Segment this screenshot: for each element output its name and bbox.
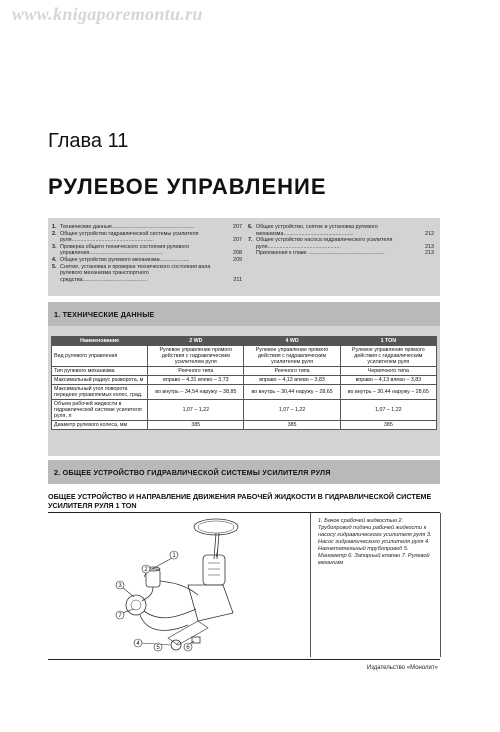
toc-item[interactable] bbox=[52, 224, 242, 231]
divider bbox=[310, 513, 311, 657]
toc-item-text: Общее устройство, снятие и установка рулевого механизма............................................... bbox=[256, 224, 378, 237]
table-cell: 385 bbox=[244, 421, 340, 430]
toc-item[interactable] bbox=[52, 257, 242, 264]
table-cell: Вид рулевого управления bbox=[52, 346, 148, 367]
pump-icon bbox=[126, 595, 146, 615]
spec-table-panel bbox=[48, 326, 440, 456]
table-cell: 385 bbox=[340, 421, 436, 430]
column-header: 1 TON bbox=[340, 337, 436, 346]
table-row bbox=[52, 385, 437, 400]
toc-left-column bbox=[52, 224, 242, 283]
steering-system-illustration bbox=[48, 513, 310, 657]
table-cell: Рулевое управление прямого действия с гидравлическим усилителем руля bbox=[340, 346, 436, 367]
toc-item[interactable] bbox=[248, 224, 434, 237]
toc-item-number: 6. bbox=[248, 224, 253, 230]
table-of-contents bbox=[48, 218, 440, 296]
chapter-title: РУЛЕВОЕ УПРАВЛЕНИЕ bbox=[48, 174, 327, 199]
table-cell: Диаметр рулевого колеса, мм bbox=[52, 421, 148, 430]
table-cell: во внутрь – 30,44 наружу – 28,65 bbox=[340, 385, 436, 400]
section-heading-technical-data bbox=[48, 302, 440, 326]
spec-table bbox=[51, 336, 437, 430]
table-cell: Рулевое управление прямого действия с гидравлическим усилителем руля bbox=[244, 346, 340, 367]
table-cell: Максимальный угол поворота передних управляемых колес, град. bbox=[52, 385, 148, 400]
figure-title: ОБЩЕЕ УСТРОЙСТВО И НАПРАВЛЕНИЕ ДВИЖЕНИЯ РАБОЧЕЙ ЖИДКОСТИ В ГИДРАВЛИЧЕСКОЙ СИСТЕМЕ УСИЛИТЕЛЯ РУЛЯ 1 TON bbox=[48, 492, 432, 510]
section-title: 2. ОБЩЕЕ УСТРОЙСТВО ГИДРАВЛИЧЕСКОЙ СИСТЕМЫ УСИЛИТЕЛЯ РУЛЯ bbox=[54, 468, 331, 477]
toc-item-text: Приложения к главе ................................................... bbox=[256, 250, 385, 257]
table-row bbox=[52, 367, 437, 376]
table-cell: Объем рабочей жидкости в гидравлической системе усилителя руля, л bbox=[52, 400, 148, 421]
table-cell: Реечного типа bbox=[148, 367, 244, 376]
toc-item[interactable] bbox=[248, 250, 434, 257]
figure-caption: 1. Бачок срабочей жидкостью 2. Трубопровод подачи рабочей жидкости к насосу гидравлического усилителя руля 3. Насос гидравлического усилителя руля 4. Нагнетательный трубопровод 5. Манометр 6. Запорный клапан 7. Рулевой механизм bbox=[318, 518, 432, 566]
column-header: 2 WD bbox=[148, 337, 244, 346]
valve-icon bbox=[192, 637, 200, 643]
table-cell: 1,07 – 1,22 bbox=[148, 400, 244, 421]
callout-3: 3 bbox=[118, 583, 122, 589]
column-header: Наименование bbox=[52, 337, 148, 346]
section-heading-power-steering bbox=[48, 460, 440, 484]
table-cell: 1,07 – 1,22 bbox=[340, 400, 436, 421]
toc-item[interactable] bbox=[52, 264, 242, 284]
toc-item-text: Общее устройство насоса гидравлического усилителя руля................................................. bbox=[256, 237, 393, 250]
table-row bbox=[52, 421, 437, 430]
column-header: 4 WD bbox=[244, 337, 340, 346]
table-cell: 385 bbox=[148, 421, 244, 430]
toc-item-text: Снятие, установка и проверка технического состояния вала рулевого механизма транспортного средства........................................... bbox=[60, 263, 211, 283]
toc-item-page: 207 bbox=[233, 224, 242, 230]
table-row bbox=[52, 346, 437, 367]
table-cell: Реечного типа bbox=[244, 367, 340, 376]
toc-item-text: Технические данные....................................................... bbox=[60, 224, 195, 230]
table-cell: вправо – 4,13 влево – 3,83 bbox=[340, 376, 436, 385]
toc-item-number: 7. bbox=[248, 237, 253, 244]
toc-item-page: 213 bbox=[425, 250, 434, 257]
callout-6: 6 bbox=[186, 645, 190, 651]
toc-right-column bbox=[248, 224, 434, 257]
table-row bbox=[52, 400, 437, 421]
table-cell: Максимальный радиус разворота, м bbox=[52, 376, 148, 385]
toc-item-page: 209 bbox=[233, 256, 242, 263]
toc-item[interactable] bbox=[248, 237, 434, 250]
toc-item-text: Общее устройство рулевого механизма.................... bbox=[60, 256, 190, 263]
callout-5: 5 bbox=[156, 645, 160, 651]
callout-4: 4 bbox=[136, 641, 140, 647]
toc-item-page: 212 bbox=[425, 230, 434, 237]
toc-item-text: Проверка общего технического состояния рулевого управления................................................. bbox=[60, 243, 190, 257]
toc-item-page: 213 bbox=[425, 243, 434, 250]
watermark: www.knigaporemontu.ru bbox=[12, 4, 203, 24]
table-cell: Тип рулевого механизма bbox=[52, 367, 148, 376]
callout-7: 7 bbox=[118, 613, 122, 619]
toc-item-number: 4. bbox=[52, 256, 57, 263]
table-header-row bbox=[52, 337, 437, 346]
table-cell: вправо – 4,31 влево – 3,73 bbox=[148, 376, 244, 385]
toc-item[interactable] bbox=[52, 231, 242, 244]
toc-item[interactable] bbox=[52, 244, 242, 257]
chapter-number: Глава 11 bbox=[48, 130, 129, 152]
toc-item-number: 1. bbox=[52, 224, 57, 230]
publisher-footer: Издательство «Монолит» bbox=[366, 665, 438, 671]
callout-2: 2 bbox=[144, 567, 148, 573]
toc-item-text: Общее устройство гидравлической системы усилителя руля....................................................... bbox=[60, 230, 199, 244]
toc-item-page: 211 bbox=[233, 276, 242, 283]
table-cell: Червячного типа bbox=[340, 367, 436, 376]
table-cell: во внутрь – 34,54 наружу – 38,85 bbox=[148, 385, 244, 400]
table-cell: Рулевое управление прямого действия с гидравлическим усилителем руля bbox=[148, 346, 244, 367]
table-row bbox=[52, 376, 437, 385]
toc-item-number: 5. bbox=[52, 263, 57, 270]
toc-item-page: 207 bbox=[233, 237, 242, 244]
steering-wheel-icon bbox=[194, 519, 238, 535]
toc-item-number: 3. bbox=[52, 243, 57, 250]
table-cell: вправо – 4,13 влево – 3,83 bbox=[244, 376, 340, 385]
section-title: 1. ТЕХНИЧЕСКИЕ ДАННЫЕ bbox=[54, 310, 155, 319]
table-cell: 1,07 – 1,22 bbox=[244, 400, 340, 421]
callout-1: 1 bbox=[172, 553, 176, 559]
toc-item-page: 208 bbox=[233, 250, 242, 257]
toc-item-number: 2. bbox=[52, 230, 57, 237]
table-cell: во внутрь – 30,44 наружу – 28,65 bbox=[244, 385, 340, 400]
divider bbox=[48, 659, 440, 660]
